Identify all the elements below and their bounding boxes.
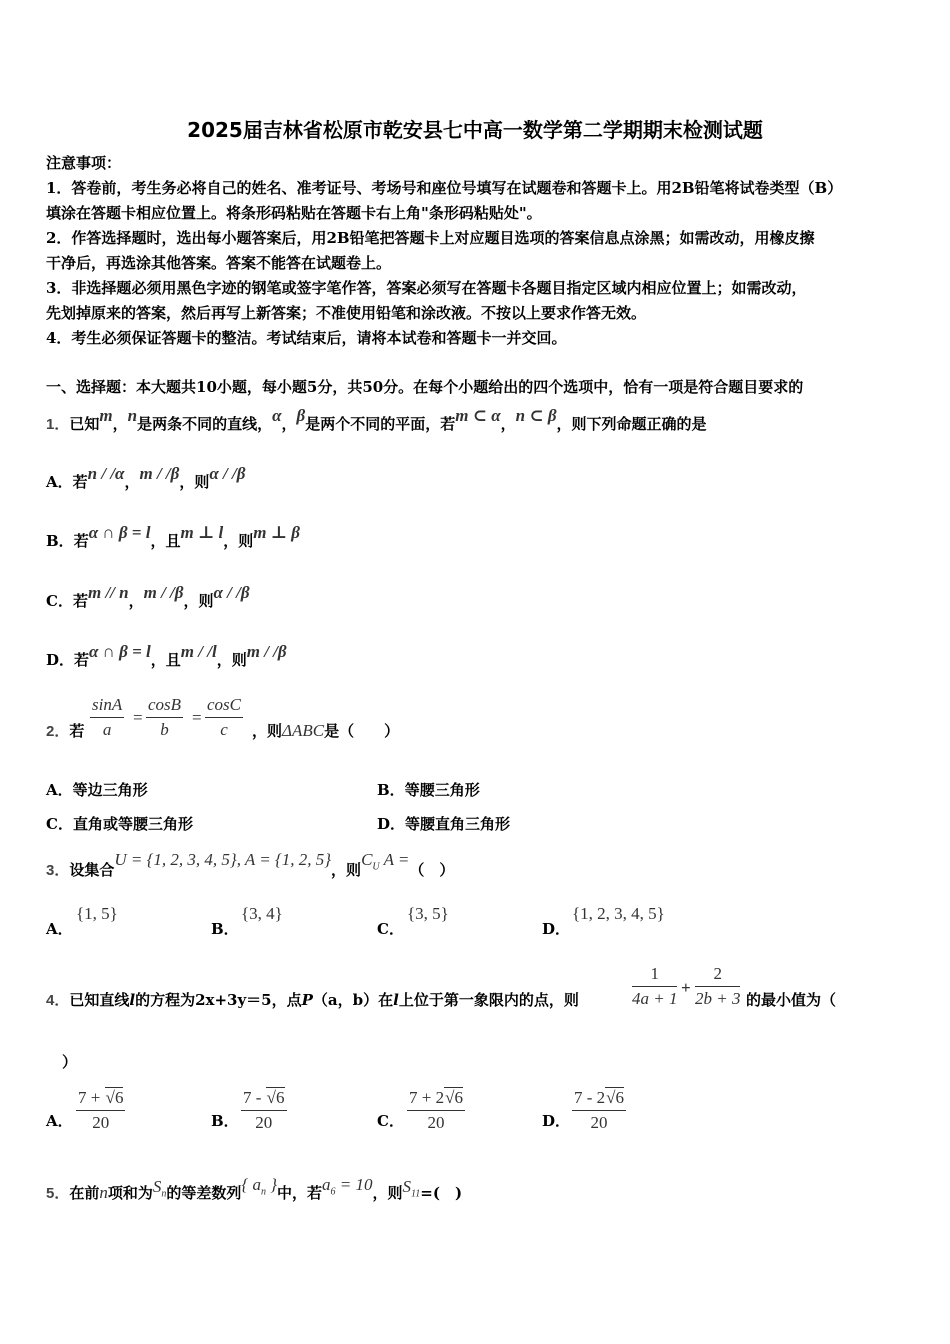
question-1-stem: 1．已知m，n是两条不同的直线，α，β是两个不同的平面，若m ⊂ α，n ⊂ β，则下列命题正确的是 [46, 406, 707, 433]
question-4-option-d: 7 - 2√6 20 [574, 1088, 625, 1132]
question-3-option-c-label: C． [377, 920, 404, 938]
notice-line: 1．答卷前，考生务必将自己的姓名、准考证号、考场号和座位号填写在试题卷和答题卡上。用2B铅笔将试卷类型（B） [46, 179, 843, 197]
fraction: 2 2b + 3 [695, 964, 741, 1008]
fraction: 1 4a + 1 [632, 964, 678, 1008]
question-1-option-d: D．若α ∩ β = l，且m / /l，则m / /β [46, 642, 287, 669]
question-3-option-d-label: D． [542, 920, 571, 938]
question-2-prefix: 2．若 [46, 722, 85, 740]
question-3-option-d: {1, 2, 3, 4, 5} [572, 904, 665, 923]
question-4-option-a: 7 + √6 20 [78, 1088, 124, 1132]
equals-sign: = [133, 708, 143, 727]
notice-line: 2．作答选择题时，选出每小题答案后，用2B铅笔把答题卡上对应题目选项的答案信息点涂黑；如需改动，用橡皮擦 [46, 229, 815, 247]
notice-line: 填涂在答题卡相应位置上。将条形码粘贴在答题卡右上角"条形码粘贴处"。 [46, 204, 542, 222]
question-4-option-a-label: A． [46, 1112, 73, 1130]
question-3-stem: 3．设集合U = {1, 2, 3, 4, 5}, A = {1, 2, 5}，则$C_U$ A =（ ） [46, 850, 455, 879]
question-4-option-c-label: C． [377, 1112, 404, 1130]
question-3-option-a-label: A． [46, 920, 73, 938]
question-4-option-d-label: D． [542, 1112, 571, 1130]
question-2-option-b: B．等腰三角形 [377, 781, 480, 799]
question-3-option-b-label: B． [211, 920, 239, 938]
question-4-stem: 4．已知直线l的方程为2x+3y＝5，点P（a，b）在l上位于第一象限内的点，则 [46, 991, 579, 1009]
question-3-option-b: {3, 4} [241, 904, 283, 923]
question-2-option-a: A．等边三角形 [46, 781, 148, 799]
question-4-close: ） [62, 1053, 78, 1071]
fraction: sinA a [92, 695, 123, 739]
question-2-option-c: C．直角或等腰三角形 [46, 815, 193, 833]
fraction: cosB b [148, 695, 182, 739]
fraction: cosC c [207, 695, 241, 739]
question-4-option-c: 7 + 2√6 20 [409, 1088, 463, 1132]
page-title: 2025届吉林省松原市乾安县七中高一数学第二学期期末检测试题 [187, 118, 763, 142]
question-2-suffix: ，则ΔABC是（ ） [252, 721, 400, 740]
section-heading: 一、选择题：本大题共10小题，每小题5分，共50分。在每个小题给出的四个选项中，恰有一项是符合题目要求的 [46, 378, 804, 396]
notice-line: 3．非选择题必须用黑色字迹的钢笔或签字笔作答，答案必须写在答题卡各题目指定区域内相应位置上；如需改动， [46, 279, 807, 297]
question-5-stem: 5．在前n项和为$S_n$的等差数列{ $a_n$ }中，若$a_6 = 10$，则$S_{11}=$( ) [46, 1175, 463, 1202]
question-1-option-b: B．若α ∩ β = l，且m ⊥ l，则m ⊥ β [46, 523, 300, 550]
equals-sign: = [192, 708, 202, 727]
plus-sign: + [681, 978, 691, 997]
question-2-option-d: D．等腰直角三角形 [377, 815, 511, 833]
question-4-option-b-label: B． [211, 1112, 239, 1130]
notice-line: 先划掉原来的答案，然后再写上新答案；不准使用铅笔和涂改液。不按以上要求作答无效。 [46, 304, 647, 322]
question-3-option-c: {3, 5} [407, 904, 449, 923]
question-3-option-a: {1, 5} [76, 904, 118, 923]
notice-line: 干净后，再选涂其他答案。答案不能答在试题卷上。 [46, 254, 392, 272]
question-1-option-a: A．若n / /α，m / /β，则α / /β [46, 464, 246, 491]
notice-line: 4．考生必须保证答题卡的整洁。考试结束后，请将本试卷和答题卡一并交回。 [46, 329, 567, 347]
question-4-option-b: 7 - √6 20 [243, 1088, 285, 1132]
notice-heading: 注意事项： [46, 154, 122, 172]
question-1-option-c: C．若m // n，m / /β，则α / /β [46, 583, 250, 610]
question-4-suffix: 的最小值为（ [746, 991, 837, 1009]
